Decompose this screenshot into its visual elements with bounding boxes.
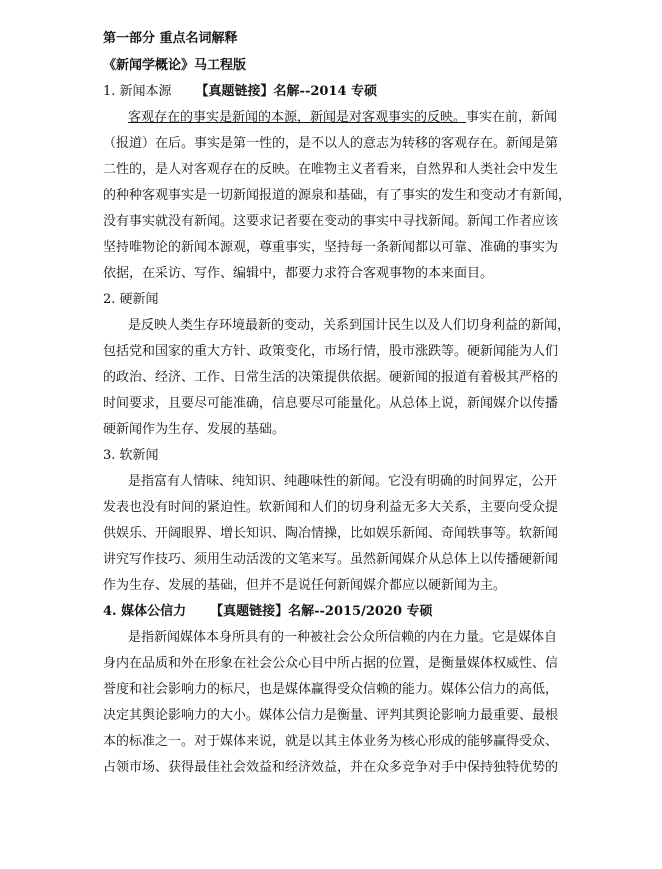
item3-heading: 3. 软新闻 (103, 448, 159, 463)
item1-line-4: 的种种客观事实是一切新闻报道的源泉和基础，有了事实的发生和变动才有新闻， (103, 188, 572, 203)
book-title: 《新闻学概论》马工程版 (103, 58, 247, 73)
item3-line-4: 讲究写作技巧、须用生动活泼的文笔来写。虽然新闻媒介从总体上以传播硬新闻 (103, 552, 559, 567)
item3-line-1: 是指富有人情味、纯知识、纯趣味性的新闻。它没有明确的时间界定，公开 (128, 474, 558, 489)
item2-line-3: 的政治、经济、工作、日常生活的决策提供依据。硬新闻的报道有着极其严格的 (103, 370, 559, 385)
item1-line-2: （报道）在后。事实是第一性的，是不以人的意志为转移的客观存在。新闻是第 (103, 136, 559, 151)
item1-heading-line (103, 84, 377, 100)
item4-line-6: 占领市场、获得最佳社会效益和经济效益，并在众多竞争对手中保持独特优势的 (103, 760, 559, 775)
item4-line-4: 决定其舆论影响力的大小。媒体公信力是衡量、评判其舆论影响力最重要、最根 (103, 708, 559, 723)
item2-heading: 2. 硬新闻 (103, 292, 159, 307)
item3-line-5: 作为生存、发展的基础，但并不是说任何新闻媒介都应以硬新闻为主。 (103, 578, 507, 593)
item2-line-1: 是反映人类生存环境最新的变动，关系到国计民生以及人们切身利益的新闻， (128, 318, 571, 333)
item1-line-5: 没有事实就没有新闻。这要求记者要在变动的事实中寻找新闻。新闻工作者应该 (103, 214, 559, 229)
item1-underlined-text: 客观存在的事实是新闻的本源，新闻是对客观事实的反映。 (128, 110, 467, 125)
item1-line-3: 二性的，是人对客观存在的反映。在唯物主义者看来，自然界和人类社会中发生 (103, 162, 559, 177)
item4-exam-link: 【真题链接】名解--2015/2020 专硕 (210, 604, 433, 619)
item1-exam-link: 【真题链接】名解--2014 专硕 (195, 84, 378, 99)
item4-heading-line (103, 604, 433, 620)
item1-line-7: 依据，在采访、写作、编辑中，都要力求符合客观事物的本来面目。 (103, 266, 494, 281)
item4-line-2: 身内在品质和外在形象在社会公众心目中所占据的位置，是衡量媒体权威性、信 (103, 656, 559, 671)
item1-line-6: 坚持唯物论的新闻本源观，尊重事实，坚持每一条新闻都以可靠、准确的事实为 (103, 240, 559, 255)
item2-line-5: 硬新闻作为生存、发展的基础。 (103, 422, 286, 437)
item3-line-2: 发表也没有时间的紧迫性。软新闻和人们的切身利益无多大关系，主要向受众提 (103, 500, 559, 515)
item4-line-1: 是指新闻媒体本身所具有的一种被社会公众所信赖的内在力量。它是媒体自 (128, 630, 558, 645)
item2-line-4: 时间要求，且要尽可能准确，信息要尽可能量化。从总体上说，新闻媒介以传播 (103, 396, 559, 411)
item4-heading: 4. 媒体公信力 (103, 604, 187, 619)
item3-line-3: 供娱乐、开阔眼界、增长知识、陶冶情操，比如娱乐新闻、奇闻轶事等。软新闻 (103, 526, 559, 541)
item2-line-2: 包括党和国家的重大方针、政策变化，市场行情，股市涨跌等。硬新闻能为人们 (103, 344, 559, 359)
item1-line-1-rest: 事实在前，新闻 (466, 110, 558, 125)
item1-heading: 1. 新闻本源 (103, 84, 172, 99)
item1-line-1 (128, 110, 563, 126)
part-title: 第一部分 重点名词解释 (103, 31, 238, 46)
item4-line-3: 誉度和社会影响力的标尺，也是媒体赢得受众信赖的能力。媒体公信力的高低， (103, 682, 559, 697)
item4-line-5: 本的标准之一。对于媒体来说，就是以其主体业务为核心形成的能够赢得受众、 (103, 734, 559, 749)
